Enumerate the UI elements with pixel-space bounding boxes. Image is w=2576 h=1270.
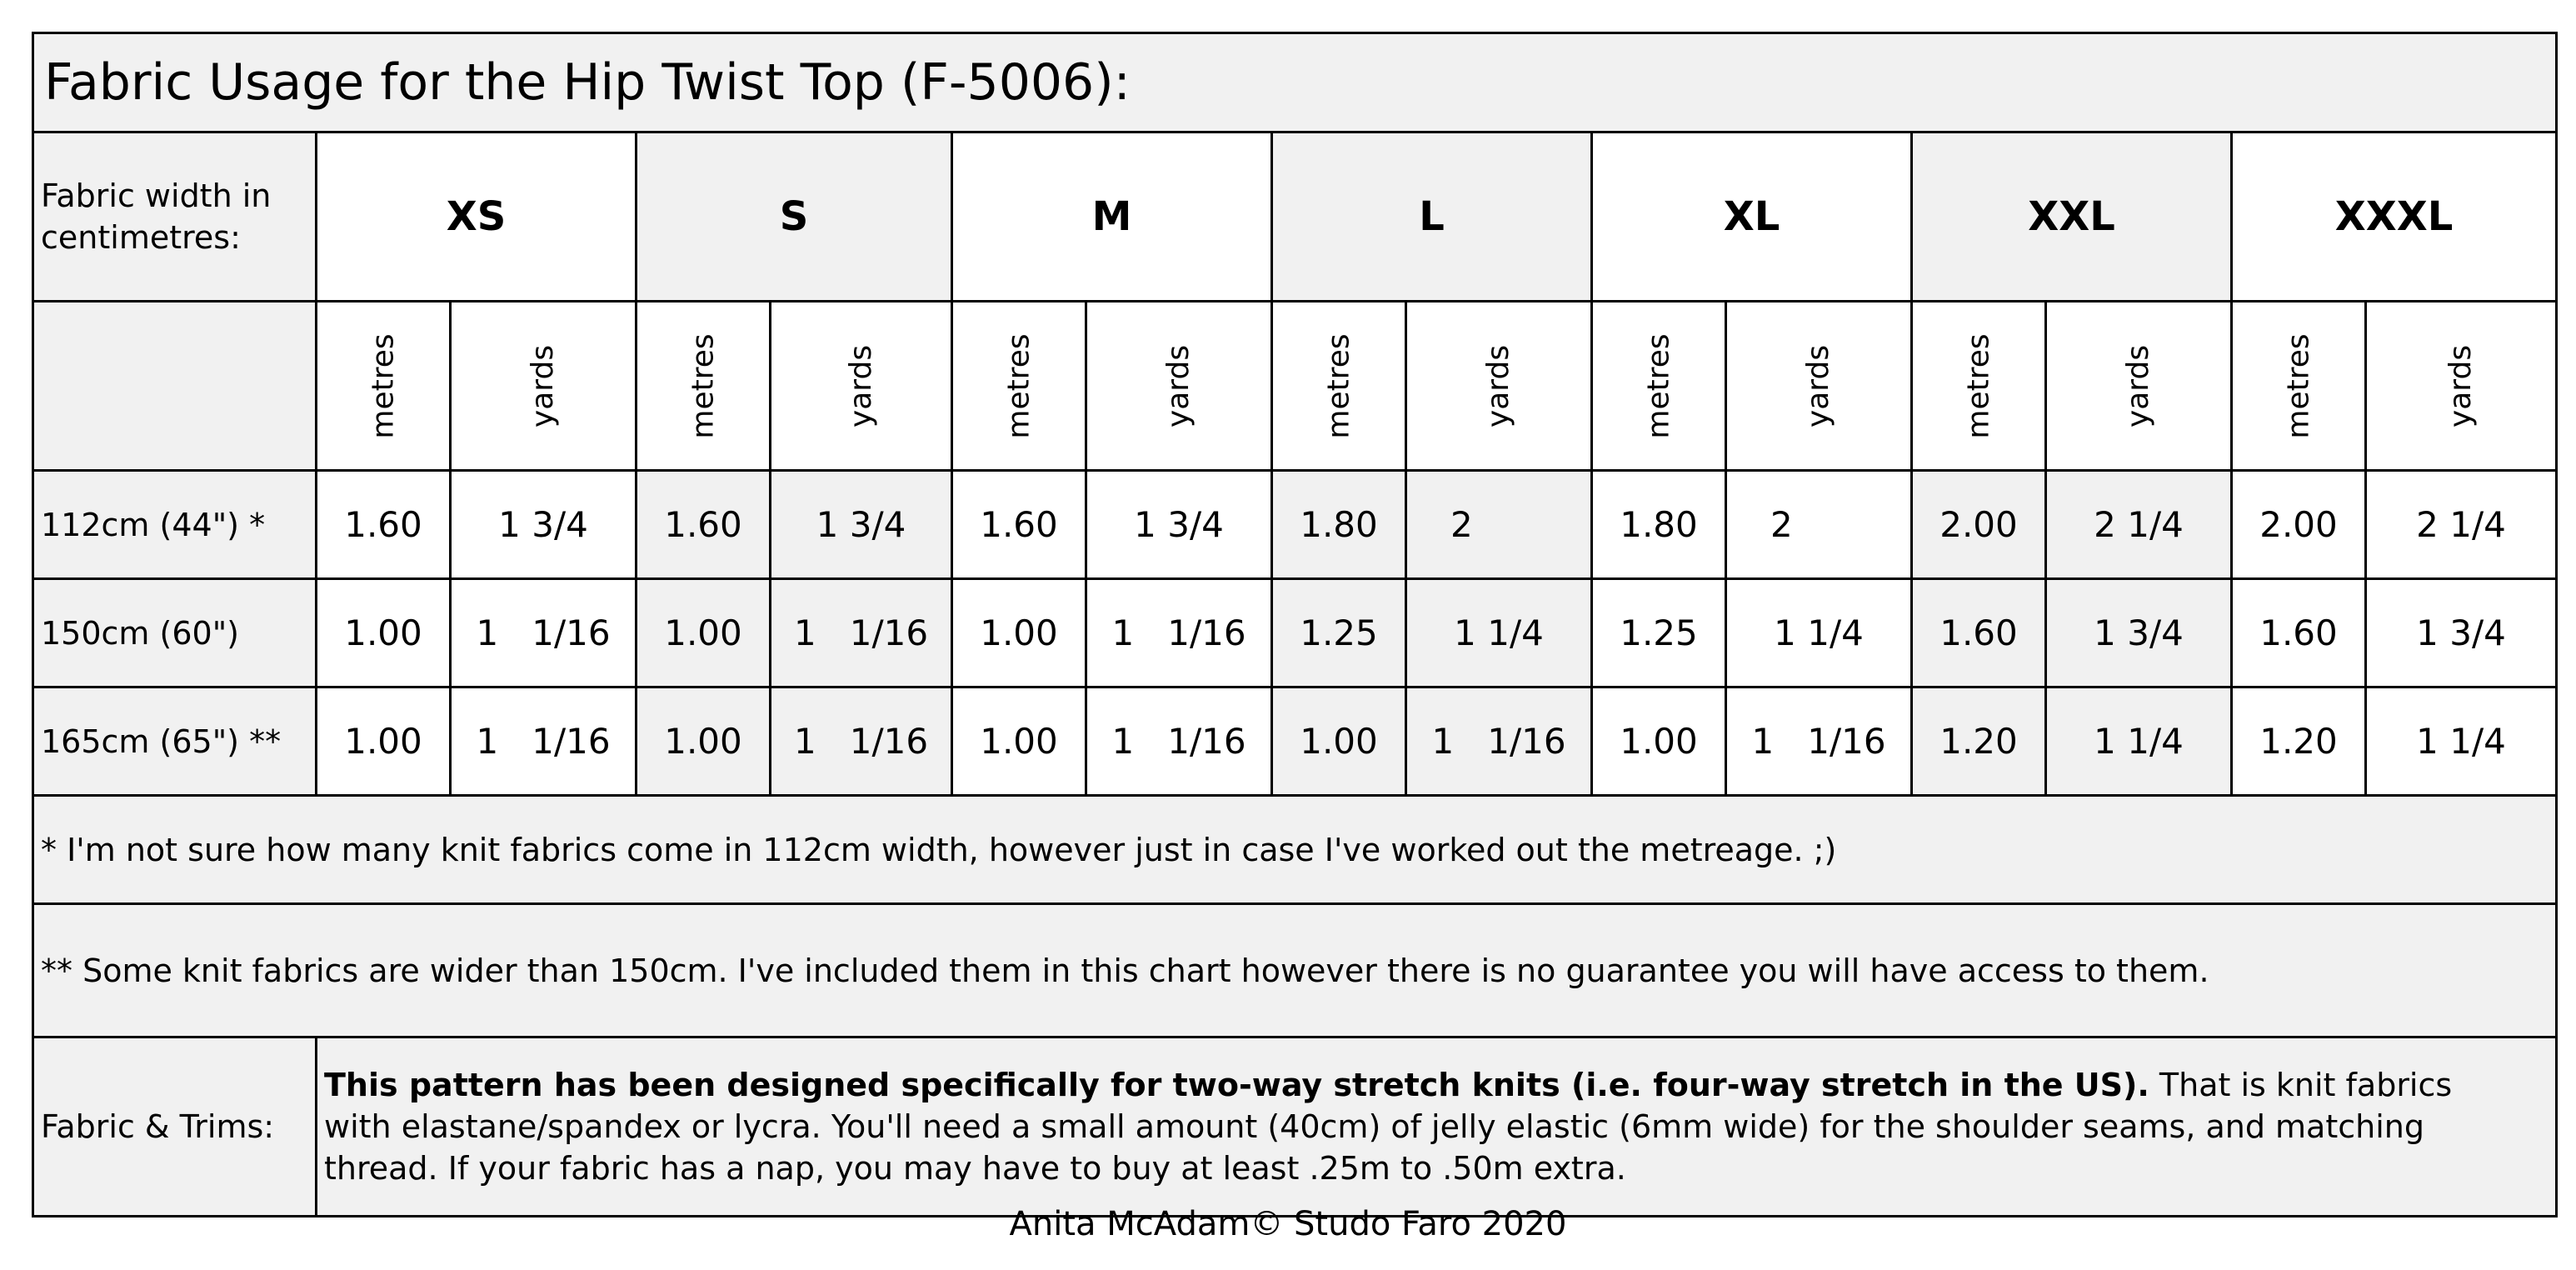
footnote-single-star: * I'm not sure how many knit fabrics come in 112cm width, however just in case I've worked out the metreage. ;): [33, 796, 2557, 904]
metres-unit-header: [1912, 302, 2046, 471]
yards-value: 2: [1726, 471, 1912, 579]
size-header: XS: [317, 132, 637, 302]
copyright-footer: Anita McAdam© Studo Faro 2020: [1009, 1205, 1567, 1243]
yards-value: 1 1/16: [1726, 688, 1912, 796]
yards-value: 1 1/16: [1406, 688, 1592, 796]
yards-unit-header: [771, 302, 952, 471]
yards-value: 1 1/16: [771, 688, 952, 796]
trims-line-3: thread. If your fabric has a nap, you may have to buy at least .25m to .50m extra.: [324, 1150, 1626, 1187]
table-row: [33, 579, 2557, 688]
metres-value: 1.00: [317, 688, 451, 796]
table-row: [33, 688, 2557, 796]
unit-label: metres: [1321, 332, 1356, 439]
metres-unit-header: [1272, 302, 1406, 471]
metres-value: 1.00: [1592, 688, 1726, 796]
metres-value: 1.00: [317, 579, 451, 688]
metres-value: 1.00: [637, 579, 771, 688]
yards-value: 1 1/16: [451, 688, 637, 796]
fabric-trims-description: [317, 1038, 2557, 1217]
unit-label: yards: [1161, 344, 1196, 428]
unit-label: metres: [2281, 332, 2316, 439]
yards-value: 2 1/4: [2366, 471, 2557, 579]
yards-value: 1 1/4: [1406, 579, 1592, 688]
yards-value: 1 1/16: [1086, 688, 1272, 796]
yards-value: 1 1/16: [1086, 579, 1272, 688]
metres-value: 1.25: [1272, 579, 1406, 688]
size-header: XL: [1592, 132, 1912, 302]
footnote-double-star: ** Some knit fabrics are wider than 150cm. I've included them in this chart however there is no guarantee you will have access to them.: [33, 904, 2557, 1038]
unit-label: yards: [1481, 344, 1516, 428]
metres-value: 2.00: [2232, 471, 2366, 579]
metres-value: 1.80: [1592, 471, 1726, 579]
yards-value: 1 1/4: [1726, 579, 1912, 688]
yards-unit-header: [1086, 302, 1272, 471]
yards-value: 1 3/4: [771, 471, 952, 579]
yards-value: 1 3/4: [1086, 471, 1272, 579]
page-title: Fabric Usage for the Hip Twist Top (F-5006):: [33, 33, 2557, 132]
yards-unit-header: [1406, 302, 1592, 471]
metres-value: 1.00: [952, 579, 1086, 688]
fabric-usage-sheet: [32, 32, 2551, 1217]
yards-unit-header: [2046, 302, 2232, 471]
metres-value: 2.00: [1912, 471, 2046, 579]
metres-unit-header: [2232, 302, 2366, 471]
size-header: S: [637, 132, 952, 302]
yards-value: 1 1/16: [451, 579, 637, 688]
metres-value: 1.25: [1592, 579, 1726, 688]
unit-row-spacer: [33, 302, 317, 471]
metres-unit-header: [637, 302, 771, 471]
yards-value: 1 3/4: [2046, 579, 2232, 688]
yards-value: 2: [1406, 471, 1592, 579]
width-column-header: [33, 132, 317, 302]
trims-line-1: [324, 1064, 2547, 1106]
yards-unit-header: [2366, 302, 2557, 471]
metres-value: 1.60: [637, 471, 771, 579]
unit-label: yards: [1801, 344, 1836, 428]
size-header: XXXL: [2232, 132, 2557, 302]
metres-value: 1.60: [2232, 579, 2366, 688]
yards-value: 2 1/4: [2046, 471, 2232, 579]
unit-label: yards: [2444, 344, 2479, 428]
metres-unit-header: [317, 302, 451, 471]
unit-label: yards: [843, 344, 878, 428]
size-header: M: [952, 132, 1272, 302]
yards-value: 1 3/4: [451, 471, 637, 579]
unit-label: metres: [366, 332, 401, 439]
size-header: XXL: [1912, 132, 2232, 302]
metres-value: 1.60: [1912, 579, 2046, 688]
yards-value: 1 1/4: [2046, 688, 2232, 796]
metres-value: 1.60: [317, 471, 451, 579]
unit-label: metres: [1001, 332, 1036, 439]
yards-unit-header: [1726, 302, 1912, 471]
width-label-line2: centimetres:: [41, 219, 241, 256]
unit-label: yards: [2121, 344, 2156, 428]
fabric-width-label: 150cm (60"): [33, 579, 317, 688]
unit-label: metres: [1641, 332, 1676, 439]
unit-label: metres: [1961, 332, 1996, 439]
trims-line-2: with elastane/spandex or lycra. You'll need a small amount (40cm) of jelly elastic (6mm wide) for the shoulder seams, and matching: [324, 1108, 2424, 1145]
metres-value: 1.20: [2232, 688, 2366, 796]
table-row: [33, 471, 2557, 579]
metres-value: 1.00: [1272, 688, 1406, 796]
width-label-line1: Fabric width in: [41, 178, 272, 214]
metres-value: 1.00: [637, 688, 771, 796]
yards-unit-header: [451, 302, 637, 471]
trims-line1-rest: That is knit fabrics: [2149, 1067, 2453, 1103]
metres-value: 1.00: [952, 688, 1086, 796]
fabric-trims-label: Fabric & Trims:: [33, 1038, 317, 1217]
metres-value: 1.80: [1272, 471, 1406, 579]
size-header: L: [1272, 132, 1592, 302]
yards-value: 1 3/4: [2366, 579, 2557, 688]
metres-value: 1.20: [1912, 688, 2046, 796]
fabric-width-label: 112cm (44") *: [33, 471, 317, 579]
unit-label: yards: [526, 344, 561, 428]
fabric-width-label: 165cm (65") **: [33, 688, 317, 796]
yards-value: 1 1/16: [771, 579, 952, 688]
yards-value: 1 1/4: [2366, 688, 2557, 796]
metres-unit-header: [1592, 302, 1726, 471]
metres-unit-header: [952, 302, 1086, 471]
unit-label: metres: [686, 332, 721, 439]
trims-bold-text: This pattern has been designed specifically for two-way stretch knits (i.e. four-way stretch in the US).: [324, 1067, 2149, 1103]
metres-value: 1.60: [952, 471, 1086, 579]
fabric-usage-table: [32, 32, 2558, 1218]
